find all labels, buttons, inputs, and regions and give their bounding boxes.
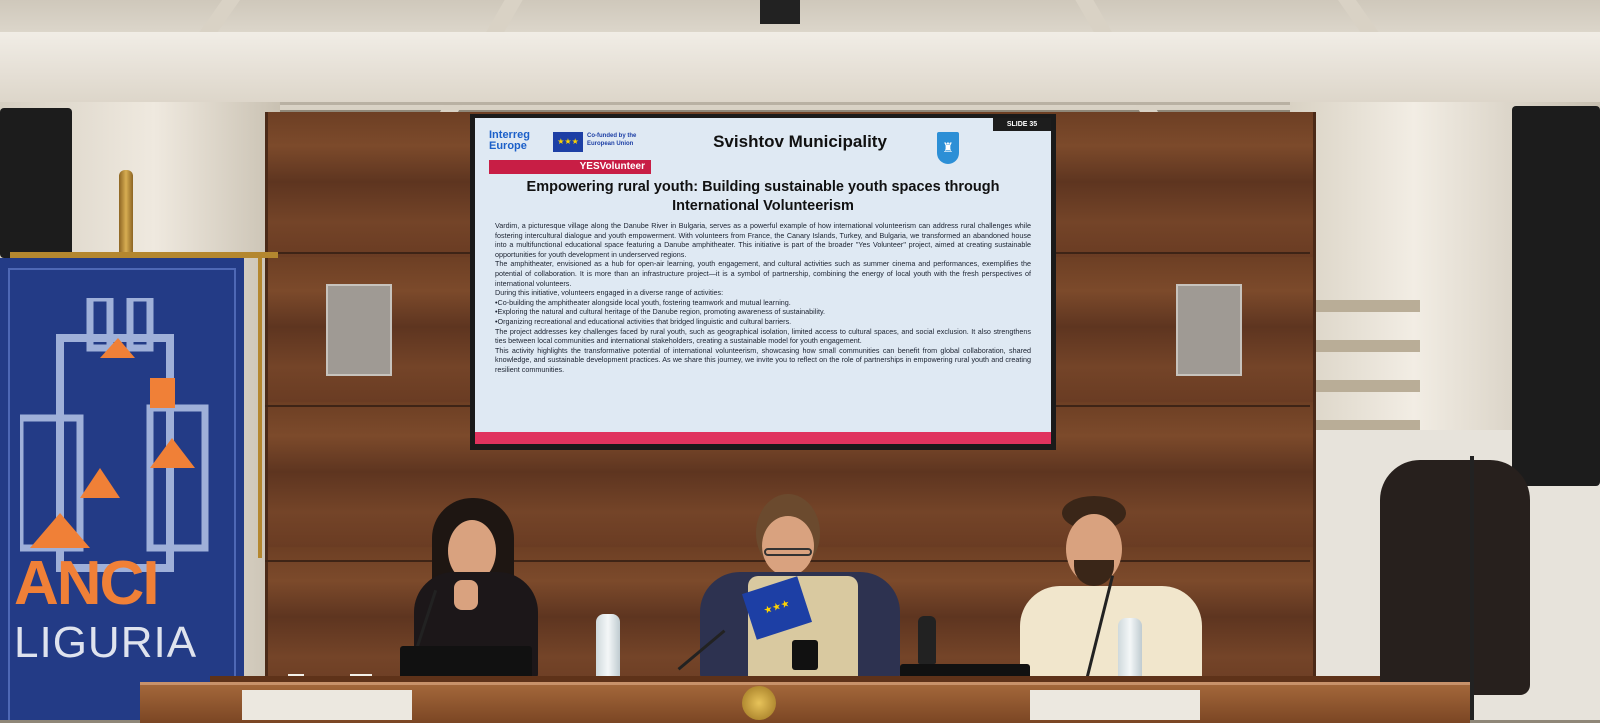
slide-paragraph: This activity highlights the transformative potential of international volunteerism, showcasing how small communities can benefit from global collaboration, shared knowledge, and sustainable development practices. As we share this journey, we invite you to reflect on the role of partnerships in empowering rural youth and creating resilient communities. xyxy=(495,345,1031,374)
slide-paragraph: The project addresses key challenges faced by rural youth, such as geographical isolation, limited access to cultural spaces, and social exclusion. It also strengthens ties between local communities and international stakeholders, creating a sustainable model for youth engagement. xyxy=(495,326,1031,346)
water-bottle xyxy=(1118,618,1142,682)
person-center-face xyxy=(762,516,814,576)
ceiling-beam xyxy=(0,32,1600,105)
wall-speaker-right xyxy=(1176,284,1242,376)
projector xyxy=(760,0,800,24)
wall-speaker-left xyxy=(326,284,392,376)
banner-subtitle: LIGURIA xyxy=(14,618,198,667)
slide-paragraph: During this initiative, volunteers engaged in a diverse range of activities: xyxy=(495,288,724,298)
anci-liguria-banner xyxy=(0,258,244,720)
banner-cord xyxy=(258,258,262,558)
nameplate xyxy=(242,690,412,720)
smartphone xyxy=(792,640,818,670)
glasses xyxy=(764,548,812,556)
slide-bullet: •Organizing recreational and educational activities that bridged linguistic and cultural barriers. xyxy=(495,316,792,326)
person-left-hand xyxy=(454,580,478,610)
slide-body xyxy=(495,221,1031,375)
slide-accent-bar xyxy=(475,432,1051,444)
desk-crest-icon xyxy=(742,686,776,720)
yes-volunteer-badge: YESVolunteer xyxy=(489,160,651,174)
nameplate xyxy=(1030,690,1200,720)
speaker-left xyxy=(0,108,72,258)
person-right-shirt xyxy=(1020,586,1202,686)
interreg-logo: Interreg Europe xyxy=(489,129,530,152)
municipality-crest-icon: ♜ xyxy=(937,132,959,164)
slide-title: Svishtov Municipality xyxy=(713,132,887,151)
flagpole-finial xyxy=(119,170,133,256)
eu-flag-icon: ★★★ xyxy=(553,132,583,152)
stair-step xyxy=(1300,340,1420,352)
eu-table-flag-icon: ★★★ xyxy=(742,576,812,640)
black-bottle xyxy=(918,616,936,664)
coat-rack-pole xyxy=(1470,456,1474,720)
slide-number: SLIDE 35 xyxy=(993,118,1051,131)
slide-headline: Empowering rural youth: Building sustainable youth spaces through International Volunteerism xyxy=(526,179,1000,214)
laptop xyxy=(400,646,532,680)
coat-on-rack xyxy=(1380,460,1530,695)
slide-bullet: •Co-building the amphitheater alongside local youth, fostering teamwork and mutual learning. xyxy=(495,297,791,307)
slide-bullet: •Exploring the natural and cultural heritage of the Danube region, promoting awareness of sustainability. xyxy=(495,307,826,317)
slide-paragraph: Vardim, a picturesque village along the Danube River in Bulgaria, serves as a powerful example of how international volunteerism can address rural challenges while fostering intercultural dialogue and youth empowerment. With volunteers from France, the Canary Islands, Turkey, and Bulgaria, we transformed an abandoned house into a multifunctional educational space featuring a Danube amphitheater. This initiative is part of the broader "Yes Volunteer" project, aimed at creating sustainable opportunities for youth development in underserved regions. xyxy=(495,221,1031,259)
banner-title: ANCI xyxy=(14,549,158,618)
presentation-slide xyxy=(475,118,1051,444)
slide-paragraph: The amphitheater, envisioned as a hub for open-air learning, youth engagement, and cultural activities such as summer cinema and performances, exemplifies the potential of collaboration. It is more than an infrastructure project—it is a symbol of partnership, combining the energy of local youth with the fresh perspectives of international volunteers. xyxy=(495,259,1031,288)
stair-step xyxy=(1300,300,1420,312)
castle-emblem-icon xyxy=(20,298,210,588)
stair-step xyxy=(1300,380,1420,392)
water-bottle xyxy=(596,614,620,682)
speaker-right xyxy=(1512,106,1600,486)
eu-cofunded-label: Co-funded by the European Union xyxy=(587,133,637,147)
